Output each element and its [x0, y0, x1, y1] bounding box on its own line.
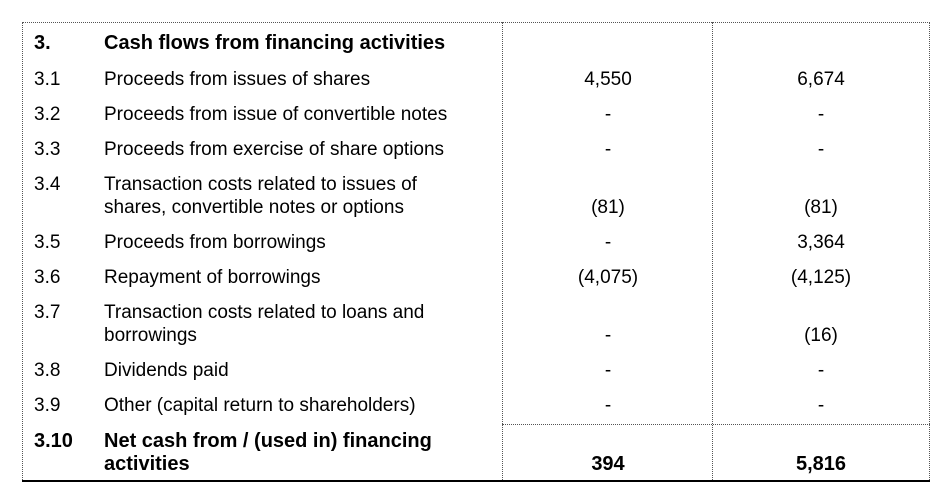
section-title: Cash flows from financing activities [104, 32, 446, 54]
row-description [104, 430, 514, 476]
row-number: 3.2 [34, 104, 61, 125]
value-col-1: - [604, 232, 612, 253]
row-description-line-1: Net cash from / (used in) financing [104, 430, 432, 452]
row-description: Proceeds from issue of convertible notes [104, 104, 448, 125]
value-col-2: (81) [804, 197, 838, 218]
value-col-1: 394 [591, 453, 625, 475]
row-description: Repayment of borrowings [104, 267, 321, 288]
row-description-line-2: shares, convertible notes or options [104, 197, 404, 218]
row-description-line-2: activities [104, 453, 190, 475]
value-col-1: - [604, 360, 612, 381]
row-description: Proceeds from issues of shares [104, 69, 371, 90]
value-col-1: (81) [591, 197, 625, 218]
row-description-line-1: Transaction costs related to loans and [104, 302, 425, 323]
value-col-1: - [604, 104, 612, 125]
value-col-2: - [817, 395, 825, 416]
value-col-1: (4,075) [577, 267, 639, 288]
value-col-1: - [604, 325, 612, 346]
row-description-line-2: borrowings [104, 325, 197, 346]
row-number: 3.8 [34, 360, 61, 381]
row-number: 3.1 [34, 69, 61, 90]
row-number: 3.7 [34, 302, 61, 323]
value-col-2: (16) [804, 325, 838, 346]
value-col-2: - [817, 360, 825, 381]
bottom-rule [22, 480, 930, 482]
row-description: Proceeds from borrowings [104, 232, 326, 253]
value-col-1: 4,550 [584, 69, 632, 90]
value-col-1: - [604, 139, 612, 160]
row-number: 3.6 [34, 267, 61, 288]
row-description: Dividends paid [104, 360, 229, 381]
section-number: 3. [34, 32, 51, 54]
row-number: 3.4 [34, 174, 61, 195]
row-description-line-1: Transaction costs related to issues of [104, 174, 417, 195]
total-row-divider [502, 424, 930, 425]
value-col-2: 5,816 [795, 453, 847, 475]
column-divider [712, 22, 713, 482]
row-number: 3.9 [34, 395, 61, 416]
row-description [104, 301, 514, 347]
row-number: 3.10 [34, 430, 73, 452]
value-col-2: - [817, 104, 825, 125]
row-description: Other (capital return to shareholders) [104, 395, 416, 416]
row-description [104, 173, 514, 219]
value-col-2: 6,674 [797, 69, 845, 90]
row-description: Proceeds from exercise of share options [104, 139, 445, 160]
row-number: 3.5 [34, 232, 61, 253]
row-number: 3.3 [34, 139, 61, 160]
value-col-1: - [604, 395, 612, 416]
value-col-2: - [817, 139, 825, 160]
value-col-2: (4,125) [790, 267, 852, 288]
value-col-2: 3,364 [797, 232, 845, 253]
